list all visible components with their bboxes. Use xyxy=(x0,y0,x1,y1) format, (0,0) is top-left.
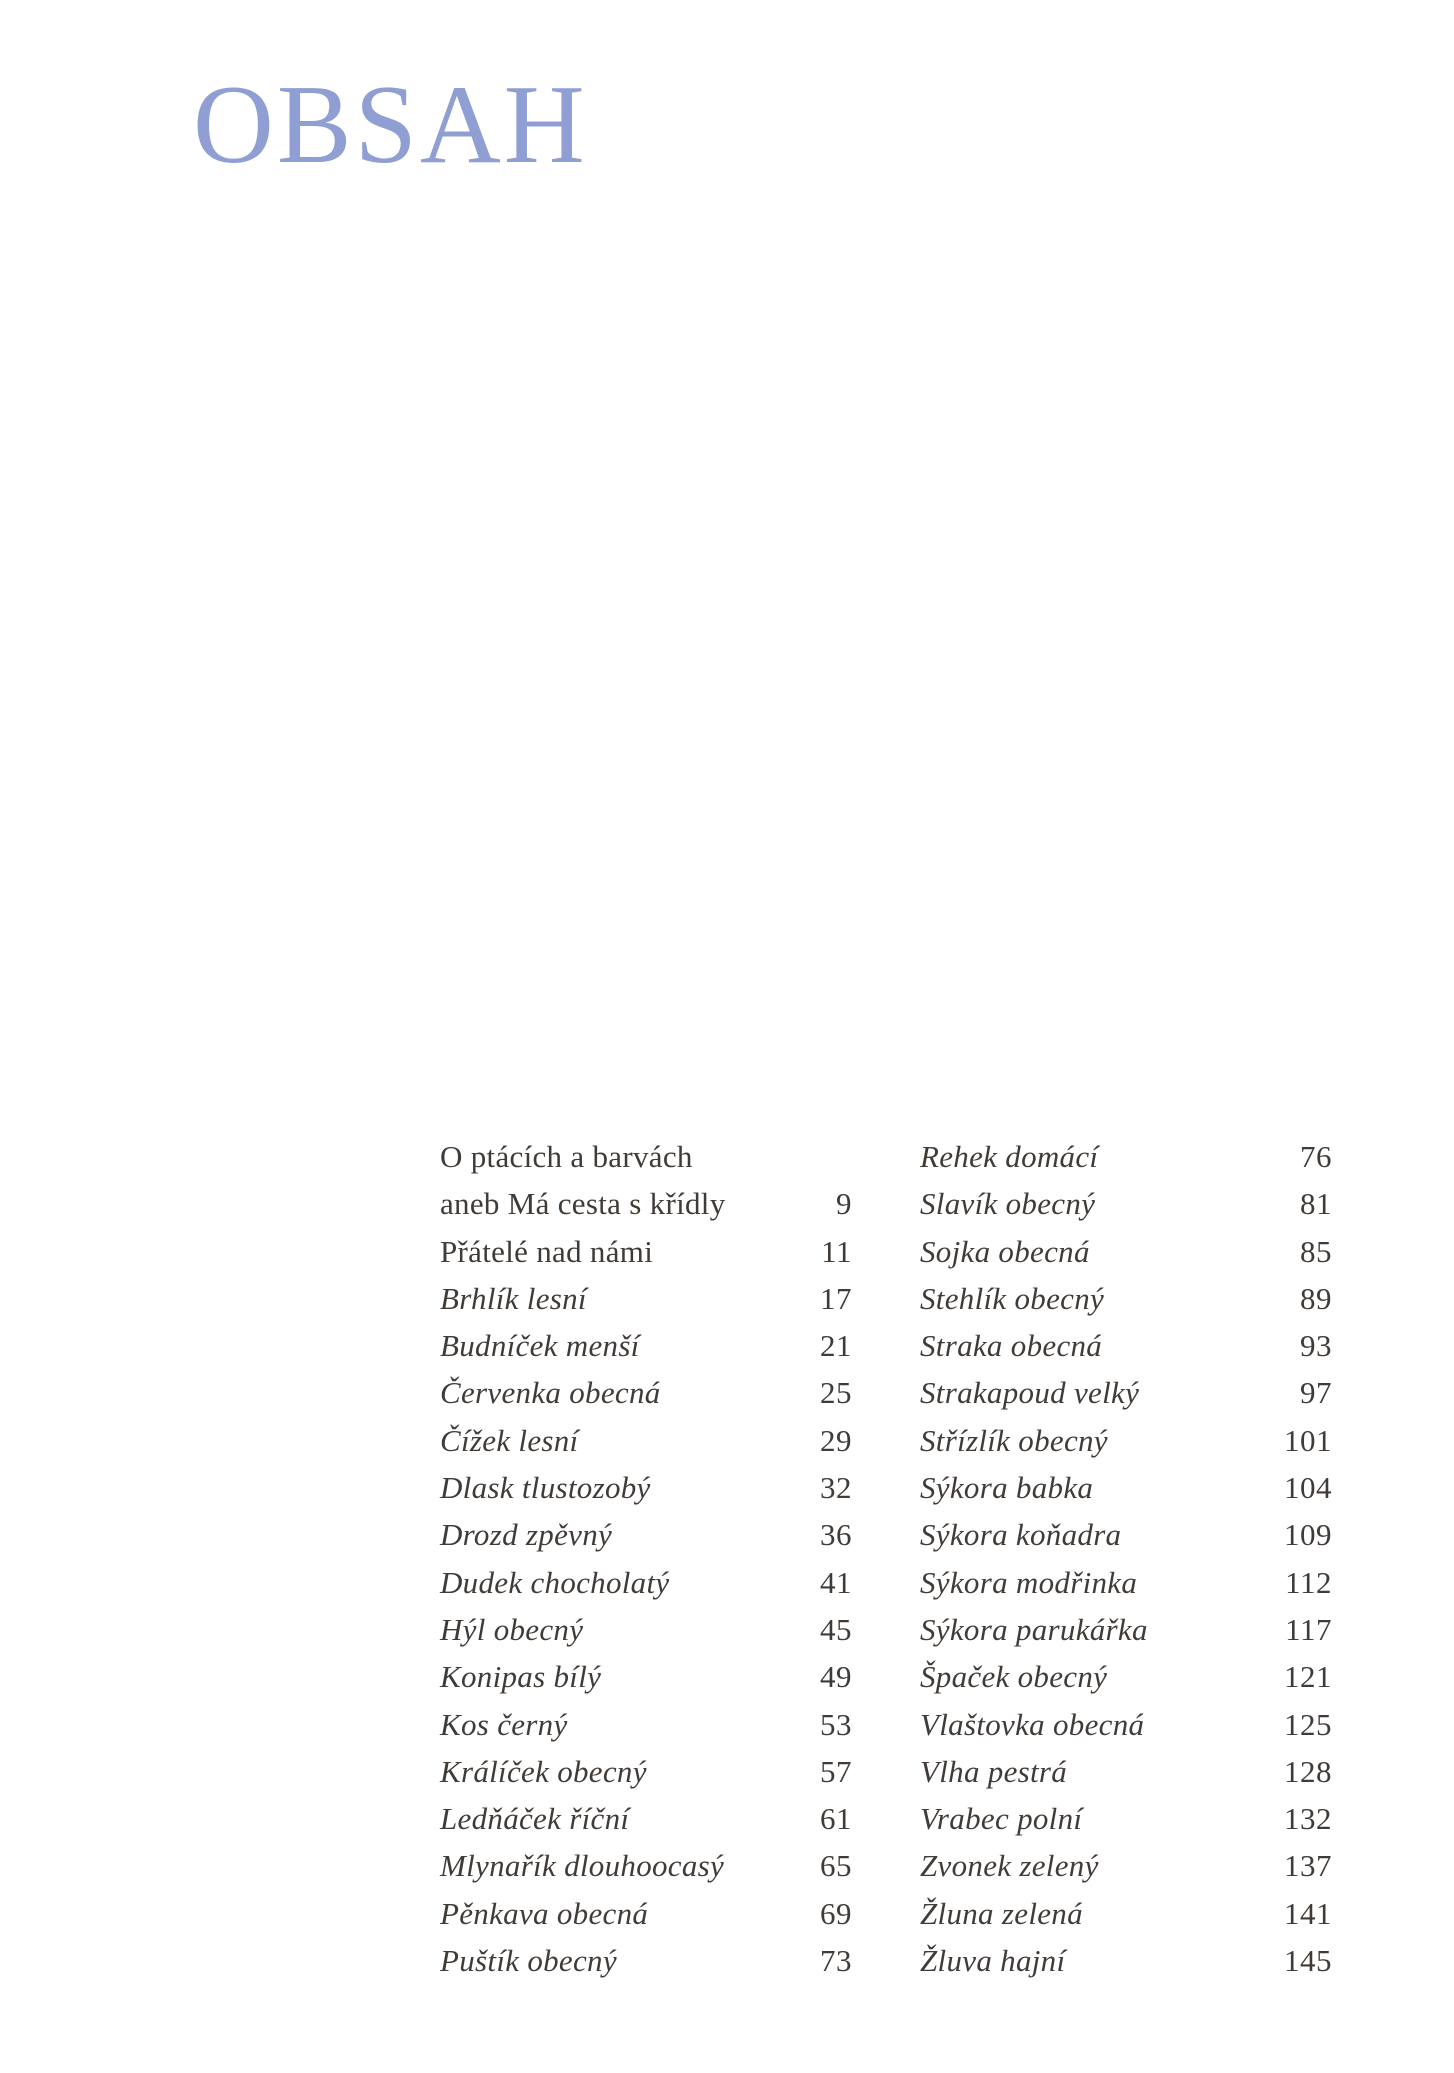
toc-entry-page-number: 32 xyxy=(820,1470,852,1506)
toc-entry-title: Stehlík obecný xyxy=(920,1280,1105,1316)
toc-entry xyxy=(920,1606,1332,1653)
toc-entry-title: Konipas bílý xyxy=(440,1659,602,1695)
toc-entry-title: O ptácích a barvách xyxy=(440,1139,693,1174)
toc-entry xyxy=(440,1748,852,1795)
toc-entry xyxy=(440,1559,852,1606)
toc-entry xyxy=(920,1653,1332,1700)
toc-entry-page-number: 141 xyxy=(1284,1895,1332,1931)
toc-entry xyxy=(920,1228,1332,1275)
toc-entry-title: Králíček obecný xyxy=(440,1753,647,1789)
toc-entry-page-number: 112 xyxy=(1285,1564,1332,1600)
toc-entry-page-number: 109 xyxy=(1284,1517,1332,1553)
toc-entry-page-number: 45 xyxy=(820,1611,852,1647)
toc-entry-title: Zvonek zelený xyxy=(920,1848,1099,1884)
toc-entry xyxy=(440,1937,852,1984)
toc-entry xyxy=(920,1842,1332,1889)
toc-entry-page-number: 11 xyxy=(821,1233,852,1269)
toc-entry-page-number: 128 xyxy=(1284,1753,1332,1789)
toc-entry-title: Žluva hajní xyxy=(920,1943,1066,1979)
toc-entry-page-number: 53 xyxy=(820,1706,852,1742)
toc-entry xyxy=(440,1133,852,1180)
toc-entry-title: Žluna zelená xyxy=(920,1895,1083,1931)
toc-entry xyxy=(920,1559,1332,1606)
toc-entry xyxy=(440,1795,852,1842)
toc-entry xyxy=(440,1417,852,1464)
toc-entry xyxy=(440,1369,852,1416)
toc-entry-title: aneb Má cesta s křídly xyxy=(440,1186,726,1222)
toc-entry-page-number: 41 xyxy=(820,1564,852,1600)
toc-entry-page-number: 89 xyxy=(1300,1280,1332,1316)
toc-entry-title: Drozd zpěvný xyxy=(440,1517,613,1553)
toc-entry-title: Strakapoud velký xyxy=(920,1375,1140,1411)
toc-entry-title: Vlha pestrá xyxy=(920,1753,1068,1789)
toc-entry xyxy=(920,1369,1332,1416)
toc-entry xyxy=(920,1464,1332,1511)
toc-entry-page-number: 21 xyxy=(820,1328,852,1364)
page-title: OBSAH xyxy=(193,63,588,187)
toc-entry xyxy=(440,1275,852,1322)
toc-entry xyxy=(920,1748,1332,1795)
toc-entry-title: Hýl obecný xyxy=(440,1611,584,1647)
toc-entry-page-number: 49 xyxy=(820,1659,852,1695)
toc-entry-page-number: 9 xyxy=(836,1186,852,1222)
toc-entry-title: Budníček menší xyxy=(440,1328,640,1364)
toc-entry xyxy=(440,1322,852,1369)
toc-entry-title: Brhlík lesní xyxy=(440,1280,587,1316)
toc-entry-title: Dlask tlustozobý xyxy=(440,1470,651,1506)
toc-entry-page-number: 36 xyxy=(820,1517,852,1553)
toc-entry-title: Straka obecná xyxy=(920,1328,1103,1364)
toc-entry-page-number: 61 xyxy=(820,1801,852,1837)
toc-entry-title: Sýkora modřinka xyxy=(920,1564,1138,1600)
toc-entry xyxy=(440,1653,852,1700)
toc-entry-title: Čížek lesní xyxy=(440,1422,579,1458)
toc-entry-title: Puštík obecný xyxy=(440,1943,617,1979)
toc-entry-title: Pěnkava obecná xyxy=(440,1895,649,1931)
toc-entry-title: Přátelé nad námi xyxy=(440,1233,654,1269)
toc-entry-page-number: 17 xyxy=(820,1280,852,1316)
toc-entry-title: Sýkora babka xyxy=(920,1470,1094,1506)
toc-entry-title: Ledňáček říční xyxy=(440,1801,630,1837)
toc-column-right xyxy=(920,1133,1332,1984)
toc-entry-page-number: 25 xyxy=(820,1375,852,1411)
toc-entry-title: Rehek domácí xyxy=(920,1139,1099,1174)
toc-entry-page-number: 76 xyxy=(1300,1139,1332,1174)
toc-entry xyxy=(920,1180,1332,1227)
toc-entry-title: Sýkora koňadra xyxy=(920,1517,1122,1553)
toc-entry-page-number: 117 xyxy=(1285,1611,1332,1647)
toc-entry-page-number: 81 xyxy=(1300,1186,1332,1222)
toc-entry-title: Vlaštovka obecná xyxy=(920,1706,1145,1742)
toc-entry-page-number: 121 xyxy=(1284,1659,1332,1695)
toc-entry-title: Dudek chocholatý xyxy=(440,1564,670,1600)
toc-entry-page-number: 29 xyxy=(820,1422,852,1458)
toc-entry xyxy=(920,1133,1332,1180)
toc-entry-title: Červenka obecná xyxy=(440,1375,661,1411)
toc-entry-title: Sýkora parukářka xyxy=(920,1611,1148,1647)
toc-entry-title: Mlynařík dlouhoocasý xyxy=(440,1848,725,1884)
toc-entry-page-number: 69 xyxy=(820,1895,852,1931)
toc-entry-title: Střízlík obecný xyxy=(920,1422,1108,1458)
toc-entry xyxy=(920,1701,1332,1748)
toc-entry-page-number: 132 xyxy=(1284,1801,1332,1837)
toc-entry-title: Slavík obecný xyxy=(920,1186,1096,1222)
toc-entry xyxy=(440,1180,852,1227)
toc-entry xyxy=(920,1511,1332,1558)
toc-entry-title: Kos černý xyxy=(440,1706,568,1742)
toc-entry xyxy=(920,1795,1332,1842)
toc-entry-page-number: 104 xyxy=(1284,1470,1332,1506)
toc-entry xyxy=(440,1606,852,1653)
toc-entry xyxy=(920,1322,1332,1369)
toc-entry xyxy=(440,1701,852,1748)
toc-entry xyxy=(920,1937,1332,1984)
toc-entry xyxy=(440,1464,852,1511)
toc-entry xyxy=(440,1842,852,1889)
toc-entry-page-number: 145 xyxy=(1284,1943,1332,1979)
toc-entry-title: Vrabec polní xyxy=(920,1801,1083,1837)
toc-entry-page-number: 125 xyxy=(1284,1706,1332,1742)
toc-entry-page-number: 73 xyxy=(820,1943,852,1979)
toc-entry xyxy=(920,1417,1332,1464)
toc-entry xyxy=(440,1890,852,1937)
toc-entry-page-number: 93 xyxy=(1300,1328,1332,1364)
toc-entry-page-number: 57 xyxy=(820,1753,852,1789)
toc-entry xyxy=(920,1275,1332,1322)
toc-entry-page-number: 101 xyxy=(1284,1422,1332,1458)
toc-entry-page-number: 97 xyxy=(1300,1375,1332,1411)
toc-entry xyxy=(440,1228,852,1275)
toc-entry-page-number: 65 xyxy=(820,1848,852,1884)
toc-entry xyxy=(440,1511,852,1558)
toc-entry xyxy=(920,1890,1332,1937)
toc-entry-title: Sojka obecná xyxy=(920,1233,1090,1269)
toc-column-left xyxy=(440,1133,852,1984)
toc-entry-page-number: 85 xyxy=(1300,1233,1332,1269)
toc-entry-page-number: 137 xyxy=(1284,1848,1332,1884)
toc-entry-title: Špaček obecný xyxy=(920,1659,1108,1695)
